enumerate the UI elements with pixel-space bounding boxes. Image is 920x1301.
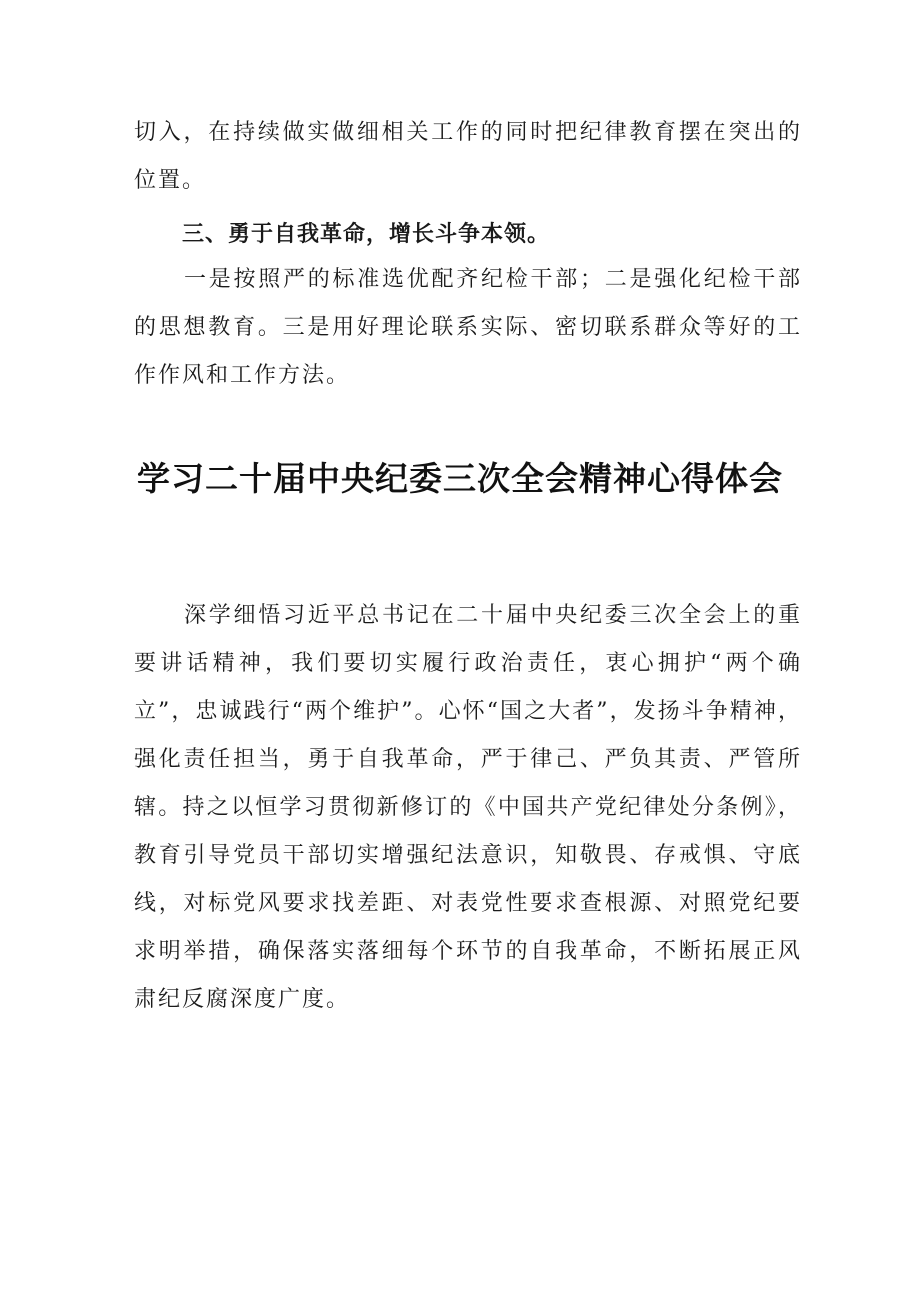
section-heading: 三、勇于自我革命，增长斗争本领。 — [182, 222, 551, 247]
article-body: 深学细悟习近平总书记在二十届中央纪委三次全会上的重要讲话精神，我们要切实履行政治责任，衷心拥护“两个确立”，忠诚践行“两个维护”。心怀“国之大者”，发扬斗争精神，强化责任担当，勇于自我革命，严于律己、严负其责、严管所辖。持之以恒学习贯彻新修订的《中国共产党纪律处分条例》，教育引导党员干部切实增强纪法意识，知敬畏、存戒惧、守底线，对标党风要求找差距、对表党性要求查根源、对照党纪要求明举措，确保落实落细每个环节的自我革命，不断拓展正风肃纪反腐深度广度。 — [134, 603, 802, 1012]
section-paragraph: 一是按照严的标准选优配齐纪检干部；二是强化纪检干部的思想教育。三是用好理论联系实际、密切联系群众等好的工作作风和工作方法。 — [134, 267, 802, 388]
continuation-paragraph: 切入，在持续做实做细相关工作的同时把纪律教育摆在突出的位置。 — [134, 120, 802, 193]
article-title: 学习二十届中央纪委三次全会精神心得体会 — [137, 459, 783, 498]
